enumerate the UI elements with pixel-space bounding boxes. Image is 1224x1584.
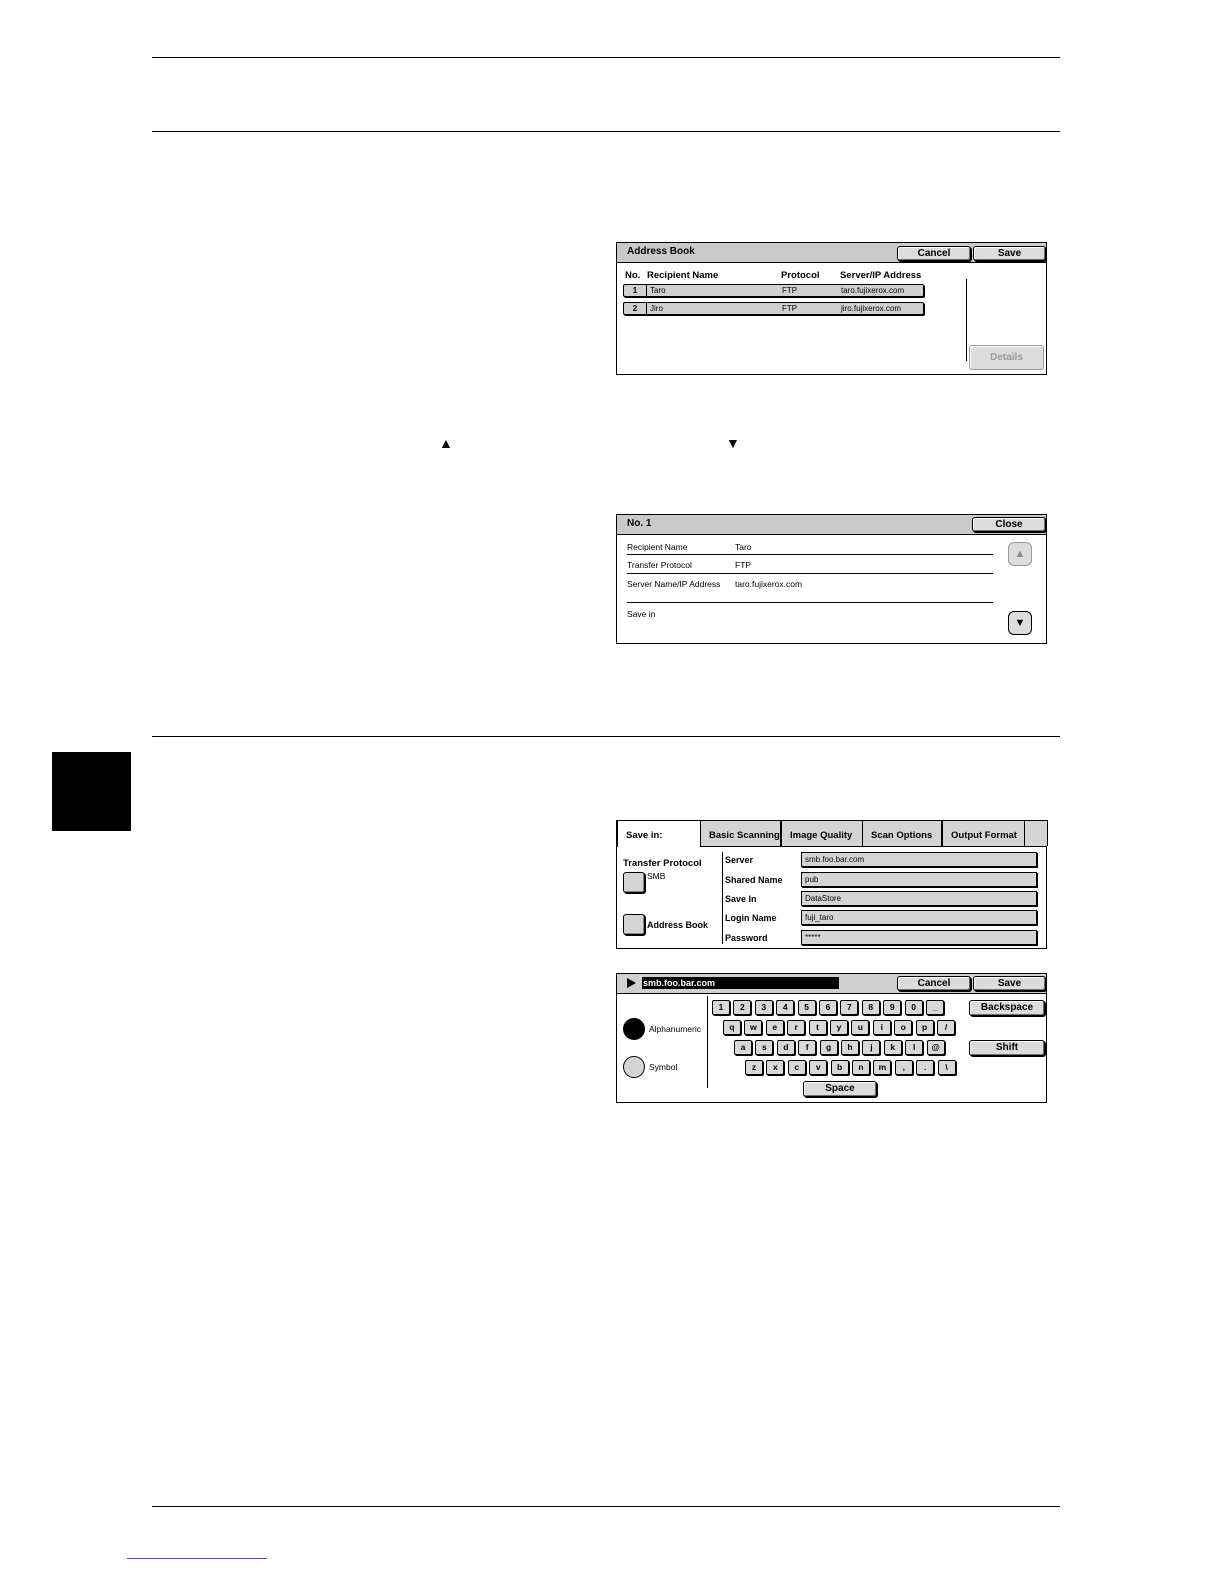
col-header-protocol: Protocol xyxy=(781,270,820,281)
mode-divider xyxy=(707,996,708,1088)
section-rule-2 xyxy=(152,736,1060,737)
scroll-down-button[interactable] xyxy=(1008,611,1032,635)
cancel-button[interactable]: Cancel xyxy=(897,246,971,261)
key[interactable]: s xyxy=(755,1040,773,1055)
key[interactable]: o xyxy=(894,1020,912,1035)
row-recipient: Taro xyxy=(650,286,666,295)
key[interactable]: . xyxy=(916,1060,934,1075)
key[interactable]: a xyxy=(734,1040,752,1055)
footer-link-underline xyxy=(127,1558,267,1559)
key[interactable]: t xyxy=(809,1020,827,1035)
login-name-label: Login Name xyxy=(725,913,777,923)
password-label: Password xyxy=(725,933,768,943)
tab-image-quality[interactable]: Image Quality xyxy=(781,820,863,846)
key[interactable]: g xyxy=(820,1040,838,1055)
key[interactable]: c xyxy=(788,1060,806,1075)
detail-divider xyxy=(627,573,993,574)
up-arrow-icon: ▲ xyxy=(439,435,453,451)
alphanumeric-label: Alphanumeric xyxy=(649,1024,701,1034)
table-row[interactable] xyxy=(623,284,924,297)
key[interactable]: f xyxy=(798,1040,816,1055)
save-in-panel xyxy=(616,820,1047,949)
backspace-button[interactable]: Backspace xyxy=(969,1000,1045,1016)
detail-value-recipient: Taro xyxy=(735,542,752,552)
key[interactable]: 1 xyxy=(712,1000,730,1015)
symbol-label: Symbol xyxy=(649,1062,678,1072)
section-divider xyxy=(722,852,723,944)
play-arrow-icon xyxy=(627,978,636,988)
key[interactable]: w xyxy=(744,1020,762,1035)
password-field[interactable]: ***** xyxy=(801,930,1037,945)
scroll-up-button[interactable] xyxy=(1008,542,1032,566)
save-button[interactable]: Save xyxy=(973,976,1046,991)
key[interactable]: l xyxy=(905,1040,923,1055)
details-button[interactable]: Details xyxy=(969,345,1044,370)
key[interactable]: h xyxy=(841,1040,859,1055)
detail-divider xyxy=(627,602,993,603)
detail-panel xyxy=(616,514,1047,644)
alphanumeric-radio[interactable] xyxy=(623,1018,645,1040)
tab-scan-options[interactable]: Scan Options xyxy=(862,820,942,846)
key[interactable]: i xyxy=(873,1020,891,1035)
scroll-up-icon: ▲ xyxy=(1014,548,1026,560)
top-rule xyxy=(152,57,1060,58)
key[interactable]: v xyxy=(809,1060,827,1075)
shared-name-label: Shared Name xyxy=(725,875,783,885)
login-name-field[interactable]: fuji_taro xyxy=(801,910,1037,925)
key[interactable]: p xyxy=(916,1020,934,1035)
key[interactable]: 3 xyxy=(755,1000,773,1015)
chapter-tab xyxy=(52,752,131,831)
key[interactable]: n xyxy=(852,1060,870,1075)
detail-label-server: Server Name/IP Address xyxy=(627,579,721,589)
row-server: jiro.fujixerox.com xyxy=(841,304,902,313)
key[interactable]: z xyxy=(745,1060,763,1075)
key[interactable]: 5 xyxy=(798,1000,816,1015)
key[interactable]: _ xyxy=(926,1000,944,1015)
key[interactable]: m xyxy=(873,1060,891,1075)
detail-label-protocol: Transfer Protocol xyxy=(627,560,692,570)
row-number: 1 xyxy=(624,285,647,296)
tab-output-format[interactable]: Output Format xyxy=(942,820,1025,846)
key[interactable]: \ xyxy=(938,1060,956,1075)
key[interactable]: k xyxy=(884,1040,902,1055)
key[interactable]: r xyxy=(787,1020,805,1035)
key[interactable]: x xyxy=(766,1060,784,1075)
col-header-recipient: Recipient Name xyxy=(647,270,719,281)
table-row[interactable] xyxy=(623,302,924,315)
key[interactable]: u xyxy=(851,1020,869,1035)
bottom-rule xyxy=(152,1506,1060,1507)
address-book-panel xyxy=(616,242,1047,375)
row-number: 2 xyxy=(624,303,647,314)
key[interactable]: 0 xyxy=(905,1000,923,1015)
key[interactable]: 2 xyxy=(733,1000,751,1015)
transfer-protocol-button[interactable] xyxy=(623,872,645,893)
detail-value-server: taro.fujixerox.com xyxy=(735,579,803,589)
row-recipient: Jiro xyxy=(650,304,663,313)
key[interactable]: 4 xyxy=(776,1000,794,1015)
text-input[interactable]: smb.foo.bar.com xyxy=(642,977,839,989)
key[interactable]: e xyxy=(766,1020,784,1035)
address-book-title: Address Book xyxy=(627,246,695,257)
save-in-field[interactable]: DataStore xyxy=(801,891,1037,906)
save-in-label: Save In xyxy=(725,894,757,904)
server-field[interactable]: smb.foo.bar.com xyxy=(801,852,1037,867)
protocol-value: SMB xyxy=(647,871,666,881)
address-book-label: Address Book xyxy=(647,920,709,930)
key[interactable]: 8 xyxy=(862,1000,880,1015)
section-rule-1 xyxy=(152,131,1060,132)
key[interactable]: y xyxy=(830,1020,848,1035)
symbol-radio[interactable] xyxy=(623,1056,645,1078)
row-protocol: FTP xyxy=(782,304,798,313)
close-button[interactable]: Close xyxy=(972,517,1046,532)
address-book-button[interactable] xyxy=(623,914,645,935)
scroll-down-icon: ▼ xyxy=(1014,617,1026,629)
key[interactable]: 6 xyxy=(819,1000,837,1015)
keyboard-panel xyxy=(616,973,1047,1103)
col-header-server: Server/IP Address xyxy=(840,270,922,281)
list-divider xyxy=(966,279,967,361)
shift-button[interactable]: Shift xyxy=(969,1040,1045,1056)
key[interactable]: / xyxy=(937,1020,955,1035)
key[interactable]: 7 xyxy=(840,1000,858,1015)
detail-title: No. 1 xyxy=(627,518,652,529)
key[interactable]: 9 xyxy=(883,1000,901,1015)
row-server: taro.fujixerox.com xyxy=(841,286,905,295)
detail-label-save-in: Save in xyxy=(627,609,656,619)
key[interactable]: b xyxy=(831,1060,849,1075)
detail-divider xyxy=(627,554,993,555)
row-protocol: FTP xyxy=(782,286,798,295)
key[interactable]: , xyxy=(895,1060,913,1075)
tab-save-in[interactable]: Save in: xyxy=(617,820,701,847)
down-arrow-icon: ▼ xyxy=(726,435,740,451)
tab-basic-scanning[interactable]: Basic Scanning xyxy=(700,820,781,846)
col-header-no: No. xyxy=(625,270,641,281)
key[interactable]: @ xyxy=(927,1040,945,1055)
transfer-protocol-label: Transfer Protocol xyxy=(623,858,702,869)
save-button[interactable]: Save xyxy=(973,246,1046,261)
key[interactable]: q xyxy=(723,1020,741,1035)
shared-name-field[interactable]: pub xyxy=(801,872,1037,887)
server-label: Server xyxy=(725,855,754,865)
cancel-button[interactable]: Cancel xyxy=(897,976,971,991)
detail-label-recipient: Recipient Name xyxy=(627,542,688,552)
detail-value-protocol: FTP xyxy=(735,560,752,570)
key[interactable]: j xyxy=(862,1040,880,1055)
tab-strip-filler xyxy=(1025,820,1048,846)
key[interactable]: d xyxy=(777,1040,795,1055)
space-key[interactable]: Space xyxy=(803,1081,877,1097)
